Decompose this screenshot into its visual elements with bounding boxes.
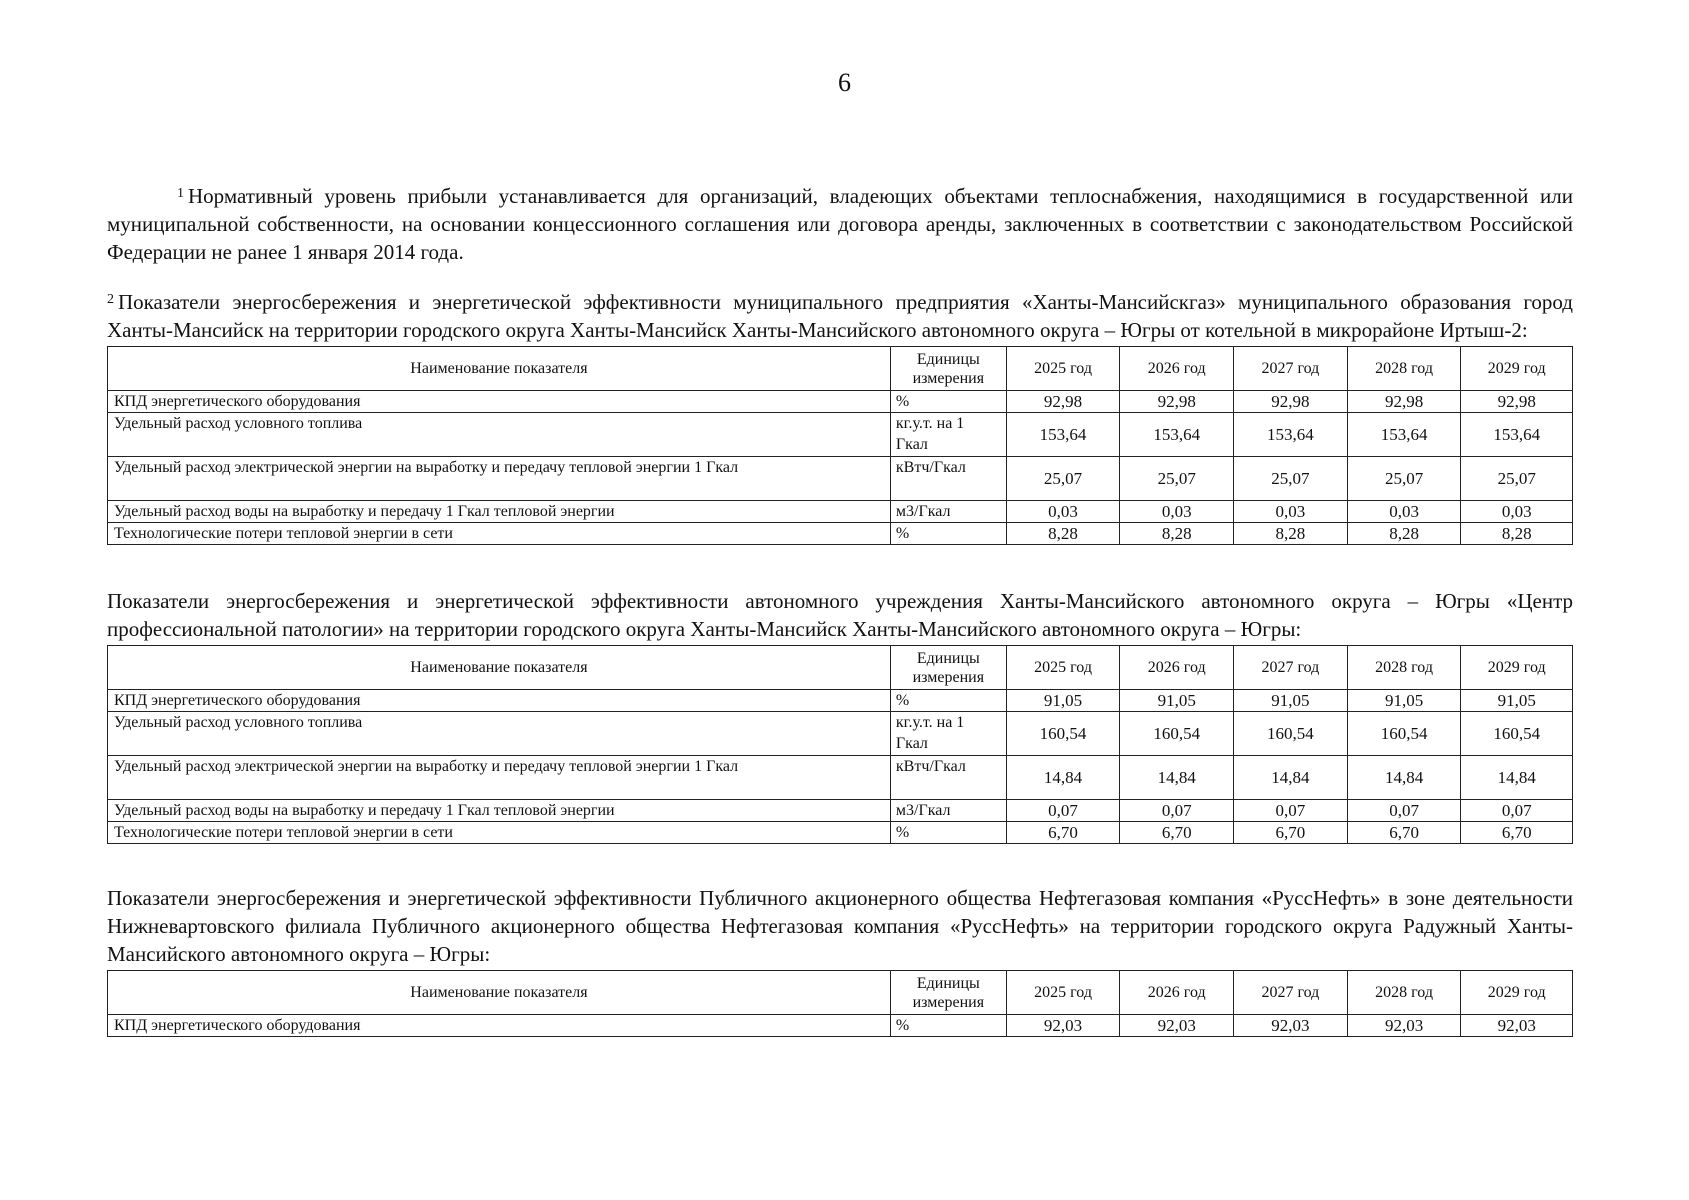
value-cell: 160,54 [1234,712,1348,756]
value-cell: 0,07 [1461,800,1573,822]
header-year: 2027 год [1234,646,1348,690]
unit-cell: % [890,1015,1006,1037]
header-indicator-name: Наименование показателя [108,971,891,1015]
value-cell: 91,05 [1006,690,1120,712]
indicators-table-khantymansiyskgaz [107,346,1573,545]
header-year: 2028 год [1347,347,1461,391]
value-cell: 92,03 [1006,1015,1120,1037]
value-cell: 0,03 [1347,501,1461,523]
value-cell: 14,84 [1461,756,1573,800]
table-header-row [108,646,1573,690]
value-cell: 8,28 [1347,523,1461,545]
value-cell: 8,28 [1461,523,1573,545]
value-cell: 0,07 [1234,800,1348,822]
value-cell: 91,05 [1120,690,1234,712]
value-cell: 92,98 [1347,391,1461,413]
value-cell: 6,70 [1234,822,1348,844]
indicator-name-cell: КПД энергетического оборудования [108,391,891,413]
table-row [108,1015,1573,1037]
value-cell: 0,07 [1006,800,1120,822]
header-year: 2026 год [1120,646,1234,690]
value-cell: 92,98 [1006,391,1120,413]
value-cell: 91,05 [1234,690,1348,712]
value-cell: 92,03 [1347,1015,1461,1037]
value-cell: 153,64 [1006,413,1120,457]
indicator-name-cell: Удельный расход электрической энергии на выработку и передачу тепловой энергии 1 Гкал [108,756,891,800]
footnote-2-marker: 2 [107,292,114,307]
value-cell: 25,07 [1347,457,1461,501]
value-cell: 6,70 [1347,822,1461,844]
value-cell: 160,54 [1347,712,1461,756]
value-cell: 153,64 [1347,413,1461,457]
footnote-1-marker: 1 [177,186,184,201]
value-cell: 92,98 [1234,391,1348,413]
value-cell: 25,07 [1120,457,1234,501]
unit-cell: % [890,822,1006,844]
footnote-1-text: Нормативный уровень прибыли устанавливается для организаций, владеющих объектами теплоснабжения, находящимися в государственной или муниципальной собственности, на основании концессионного соглашения или договора аренды, заключенных в соответствии с законодательством Российской Федерации не ранее 1 января 2014 года. [107,184,1573,264]
unit-cell: м3/Гкал [890,800,1006,822]
indicator-name-cell: Удельный расход электрической энергии на выработку и передачу тепловой энергии 1 Гкал [108,457,891,501]
value-cell: 0,07 [1120,800,1234,822]
unit-cell: кВтч/Гкал [890,457,1006,501]
value-cell: 8,28 [1006,523,1120,545]
value-cell: 8,28 [1234,523,1348,545]
value-cell: 25,07 [1006,457,1120,501]
header-year: 2025 год [1006,347,1120,391]
header-year: 2027 год [1234,971,1348,1015]
indicator-name-cell: КПД энергетического оборудования [108,1015,891,1037]
section-3-heading: Показатели энергосбережения и энергетической эффективности Публичного акционерного общества Нефтегазовая компания «РуссНефть» в зоне деятельности Нижневартовского филиала Публичного акционерного общества Нефтегазовая компания «РуссНефть» на территории городского округа Радужный Ханты-Мансийского автономного округа – Югры: [107,886,1573,966]
indicator-name-cell: Удельный расход воды на выработку и передачу 1 Гкал тепловой энергии [108,501,891,523]
value-cell: 0,03 [1461,501,1573,523]
header-year: 2028 год [1347,646,1461,690]
value-cell: 0,03 [1234,501,1348,523]
unit-cell: кг.у.т. на 1 Гкал [890,712,1006,756]
value-cell: 153,64 [1461,413,1573,457]
value-cell: 91,05 [1347,690,1461,712]
value-cell: 14,84 [1234,756,1348,800]
value-cell: 25,07 [1234,457,1348,501]
table-row [108,712,1573,756]
header-indicator-name: Наименование показателя [108,646,891,690]
indicator-name-cell: Технологические потери тепловой энергии в сети [108,523,891,545]
value-cell: 160,54 [1006,712,1120,756]
indicator-name-cell: Удельный расход условного топлива [108,712,891,756]
unit-cell: % [890,690,1006,712]
value-cell: 14,84 [1006,756,1120,800]
value-cell: 0,03 [1006,501,1120,523]
table-row [108,800,1573,822]
value-cell: 160,54 [1461,712,1573,756]
footnote-1 [107,182,1573,266]
header-year: 2028 год [1347,971,1461,1015]
unit-cell: кг.у.т. на 1 Гкал [890,413,1006,457]
header-year: 2029 год [1461,971,1573,1015]
indicator-name-cell: КПД энергетического оборудования [108,690,891,712]
document-body [107,182,1573,1037]
header-year: 2029 год [1461,646,1573,690]
page-number: 6 [838,68,851,97]
value-cell: 92,98 [1461,391,1573,413]
header-year: 2026 год [1120,971,1234,1015]
value-cell: 91,05 [1461,690,1573,712]
header-unit: Единицы измерения [890,646,1006,690]
value-cell: 14,84 [1347,756,1461,800]
unit-cell: кВтч/Гкал [890,756,1006,800]
value-cell: 25,07 [1461,457,1573,501]
header-year: 2026 год [1120,347,1234,391]
table-row [108,413,1573,457]
table-row [108,457,1573,501]
indicators-table-russneft [107,970,1573,1037]
table-row [108,501,1573,523]
section-2-heading: Показатели энергосбережения и энергетической эффективности автономного учреждения Ханты-Мансийского автономного округа – Югры «Центр профессиональной патологии» на территории городского округа Ханты-Мансийск Ханты-Мансийского автономного округа – Югры: [107,589,1573,641]
unit-cell: % [890,523,1006,545]
footnote-2 [107,288,1573,344]
value-cell: 92,03 [1120,1015,1234,1037]
value-cell: 14,84 [1120,756,1234,800]
indicator-name-cell: Удельный расход воды на выработку и передачу 1 Гкал тепловой энергии [108,800,891,822]
table-row [108,523,1573,545]
value-cell: 0,03 [1120,501,1234,523]
value-cell: 0,07 [1347,800,1461,822]
table-row [108,391,1573,413]
header-year: 2025 год [1006,971,1120,1015]
value-cell: 8,28 [1120,523,1234,545]
table-header-row [108,347,1573,391]
table-header-row [108,971,1573,1015]
table-row [108,690,1573,712]
value-cell: 160,54 [1120,712,1234,756]
value-cell: 92,03 [1234,1015,1348,1037]
value-cell: 153,64 [1120,413,1234,457]
header-indicator-name: Наименование показателя [108,347,891,391]
value-cell: 92,03 [1461,1015,1573,1037]
value-cell: 6,70 [1461,822,1573,844]
indicators-table-professional-pathology-center [107,645,1573,844]
indicator-name-cell: Удельный расход условного топлива [108,413,891,457]
header-year: 2027 год [1234,347,1348,391]
value-cell: 153,64 [1234,413,1348,457]
table-row [108,822,1573,844]
header-unit: Единицы измерения [890,971,1006,1015]
header-year: 2029 год [1461,347,1573,391]
value-cell: 92,98 [1120,391,1234,413]
header-unit: Единицы измерения [890,347,1006,391]
footnote-2-text: Показатели энергосбережения и энергетической эффективности муниципального предприятия «Ханты-Мансийскгаз» муниципального образования город Ханты-Мансийск на территории городского округа Ханты-Мансийск Ханты-Мансийского автономного округа – Югры от котельной в микрорайоне Иртыш-2: [107,290,1573,342]
unit-cell: м3/Гкал [890,501,1006,523]
header-year: 2025 год [1006,646,1120,690]
indicator-name-cell: Технологические потери тепловой энергии в сети [108,822,891,844]
value-cell: 6,70 [1120,822,1234,844]
unit-cell: % [890,391,1006,413]
table-row [108,756,1573,800]
value-cell: 6,70 [1006,822,1120,844]
